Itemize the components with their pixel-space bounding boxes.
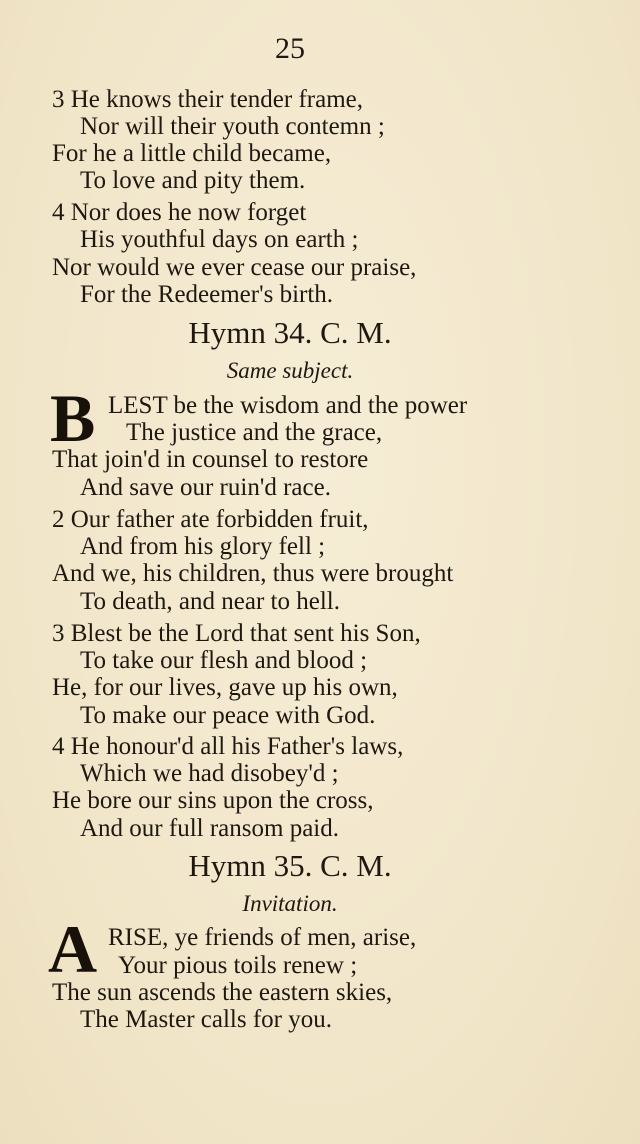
drop-cap-a: A (48, 911, 98, 987)
verse-line: The Master calls for you. (80, 1006, 333, 1033)
verse-line: For he a little child became, (52, 140, 332, 167)
hymn-34-title: Hymn 34. C. M. (188, 315, 392, 350)
verse-line: 4 Nor does he now forget (52, 199, 307, 226)
hymn-35-title: Hymn 35. C. M. (188, 848, 392, 883)
verse-line: To love and pity them. (80, 167, 306, 194)
verse-line: RISE, ye friends of men, arise, (108, 924, 417, 951)
verse-line: 3 Blest be the Lord that sent his Son, (52, 620, 421, 647)
verse-line: The sun ascends the eastern skies, (52, 979, 393, 1006)
verse-line: Nor will their youth contemn ; (80, 113, 385, 140)
verse-line: 3 He knows their tender frame, (52, 86, 363, 113)
verse-line: He bore our sins upon the cross, (52, 787, 374, 814)
verse-line: Nor would we ever cease our praise, (52, 254, 417, 281)
verse-line: To death, and near to hell. (80, 588, 340, 615)
verse-line: To make our peace with God. (80, 702, 376, 729)
verse-line: And our full ransom paid. (80, 815, 339, 842)
hymn-35-subtitle: Invitation. (242, 891, 338, 916)
verse-line: LEST be the wisdom and the power (108, 392, 468, 419)
verse-line: 2 Our father ate forbidden fruit, (52, 506, 369, 533)
verse-line: And we, his children, thus were brought (52, 560, 454, 587)
drop-cap-b: B (50, 380, 96, 456)
verse-line: Your pious toils renew ; (118, 952, 358, 979)
verse-line: 4 He honour'd all his Father's laws, (52, 733, 404, 760)
verse-line: He, for our lives, gave up his own, (52, 674, 398, 701)
page-number: 25 (275, 32, 305, 65)
verse-line: His youthful days on earth ; (80, 226, 359, 253)
verse-line: Which we had disobey'd ; (80, 760, 339, 787)
verse-line: That join'd in counsel to restore (52, 446, 369, 473)
verse-line: And save our ruin'd race. (80, 474, 331, 501)
verse-line: To take our flesh and blood ; (80, 647, 368, 674)
verse-line: And from his glory fell ; (80, 533, 326, 560)
verse-line: For the Redeemer's birth. (80, 281, 334, 308)
verse-line: The justice and the grace, (126, 419, 383, 446)
hymn-34-subtitle: Same subject. (226, 358, 354, 383)
